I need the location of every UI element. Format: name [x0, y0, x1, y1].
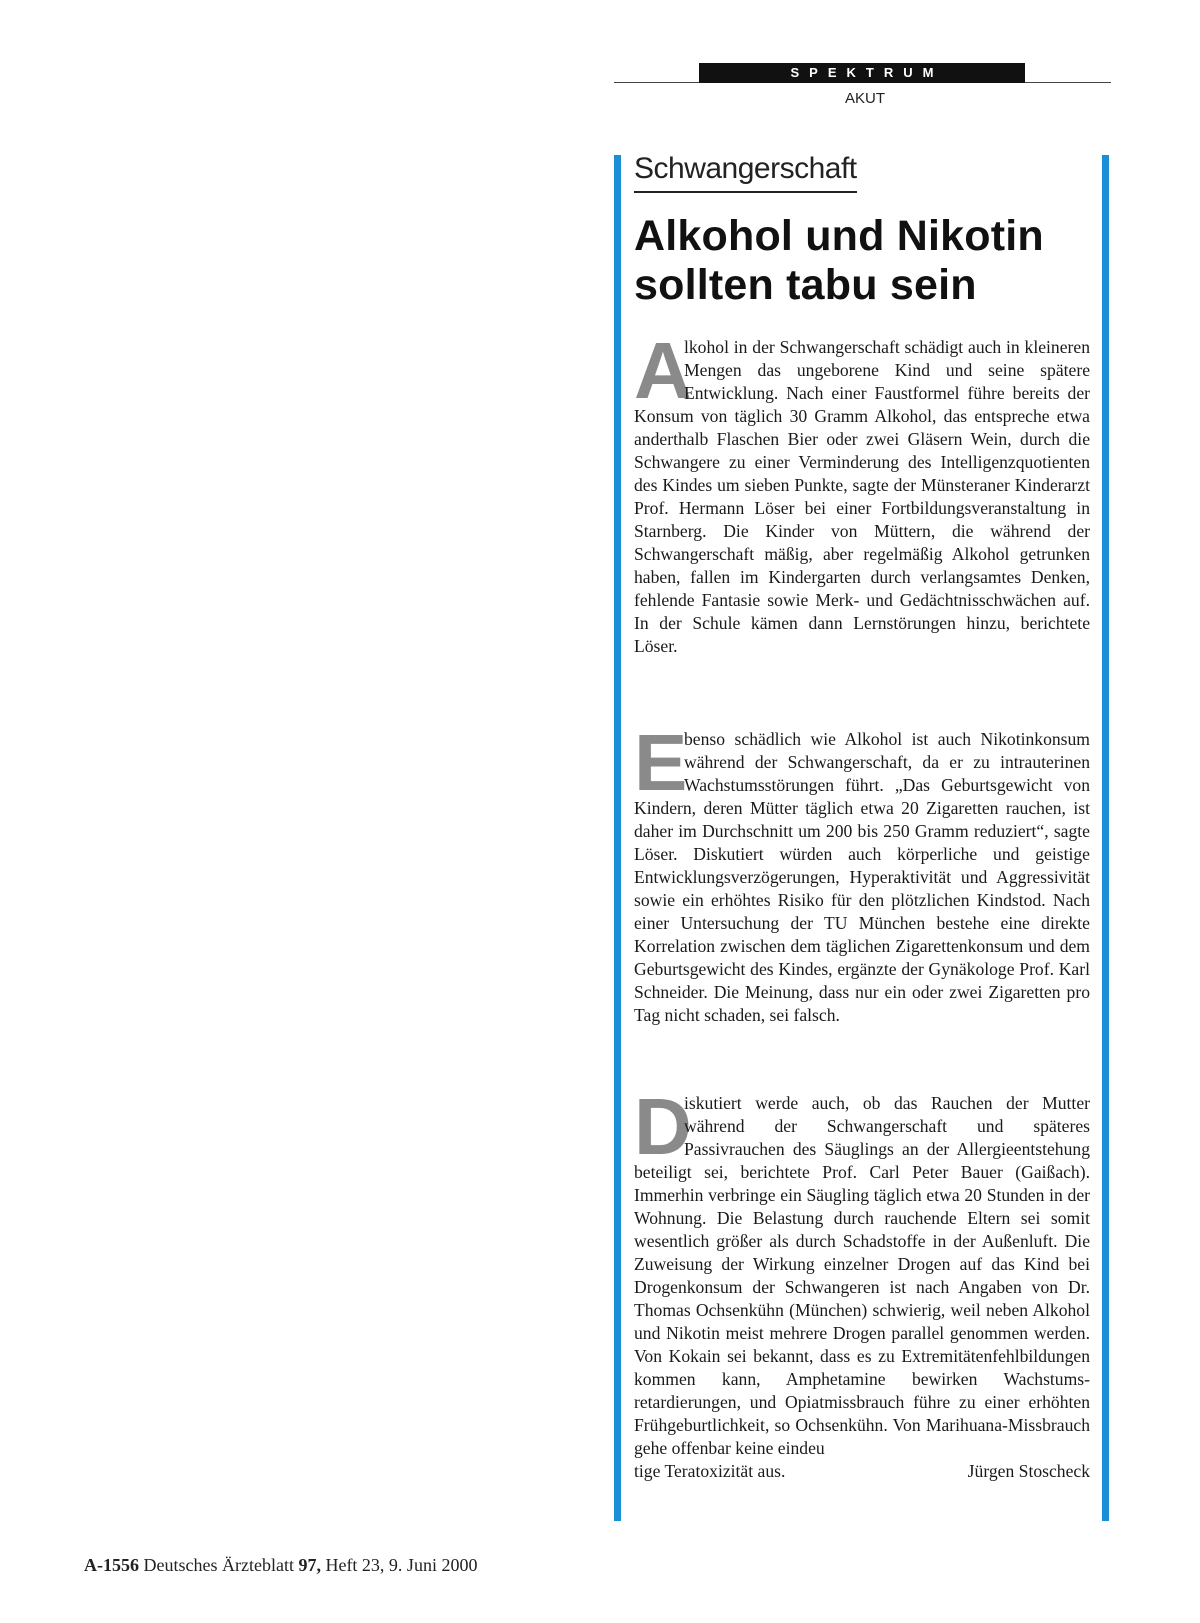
- paragraph-2: [634, 718, 1090, 1027]
- section-label: SPEKTRUM: [699, 63, 1025, 83]
- headline-line-1: Alkohol und Nikotin: [634, 212, 1044, 260]
- journal-name: Deutsches Ärzteblatt: [143, 1555, 294, 1575]
- author-signature: Jürgen Stoscheck: [967, 1461, 1090, 1481]
- accent-bar-right: [1102, 155, 1109, 1521]
- article-kicker: Schwangerschaft: [634, 150, 857, 193]
- paragraph-3: [634, 1082, 1090, 1483]
- paragraph-2-text: benso schädlich wie Alkohol ist auch Nikotinkonsum während der Schwangerschaft, da er zu intrauterinen Wachstumsstörungen führt. „Das Geburtsgewicht von Kindern, deren Mütter täglich etwa 20 Zigaretten rauchen, ist daher im Durchschnitt um 200 bis 250 Gramm reduziert“, sagte Löser. Diskutiert würden auch körperliche und geistige Entwicklungsverzögerungen, Hyperaktivität und Aggressivität sowie ein erhöhtes Risiko für den plötzlichen Kindstod. Nach einer Untersuchung der TU München bestehe eine direkte Korrelation zwischen dem täglichen Zigarettenkonsum und dem Geburtsgewicht des Kindes, ergänzte der Gynäkologe Prof. Karl Schneider. Die Meinung, dass nur ein oder zwei Zigaretten pro Tag nicht schaden, sei falsch.: [634, 729, 1090, 1025]
- accent-bar-left: [614, 155, 621, 1521]
- dropcap-2: E: [634, 718, 688, 807]
- paragraph-1-text: lkohol in der Schwangerschaft schädigt auch in kleineren Mengen das ungeborene Kind und seine spätere Entwicklung. Nach einer Faustformel führe bereits der Konsum von täglich 30 Gramm Alkohol, das entspreche etwa anderthalb Flaschen Bier oder zwei Gläsern Wein, durch die Schwangere zu einer Verminderung des Intelligenzquotienten des Kindes um sieben Punkte, sagte der Münsteraner Kinderarzt Prof. Hermann Löser bei einer Fortbildungsveranstaltung in Starnberg. Die Kinder von Müttern, die während der Schwangerschaft mäßig, aber regelmäßig Alkohol getrunken haben, fallen im Kindergarten durch verlangsamtes Denken, fehlende Fantasie sowie Merk- und Gedächtnisschwächen auf. In der Schule kämen dann Lernstörungen hinzu, berichtete Löser.: [634, 337, 1090, 656]
- paragraph-1: [634, 326, 1090, 658]
- page-number: A-1556: [84, 1555, 139, 1575]
- dropcap-1: A: [634, 326, 692, 415]
- issue-info: Heft 23, 9. Juni 2000: [325, 1555, 478, 1575]
- journal-volume: 97,: [298, 1555, 321, 1575]
- headline-line-2: sollten tabu sein: [634, 261, 977, 309]
- subsection-label: AKUT: [844, 90, 885, 107]
- article-headline: [634, 212, 1104, 310]
- paragraph-3-text: iskutiert werde auch, ob das Rauchen der Mutter während der Schwangerschaft und späteres Passivrauchen des Säuglings an der Allergieentstehung beteiligt sei, berichtete Prof. Carl Peter Bauer (Gaißach). Immerhin verbringe ein Säugling täglich etwa 20 Stunden in der Wohnung. Die Belastung durch rauchende Eltern sei somit wesentlich größer als durch Schadstoffe in der Außenluft. Die Zuweisung der Wirkung einzelner Drogen auf das Kind bei Drogenkonsum der Schwangeren ist nach Angaben von Dr. Thomas Ochsenkühn (München) schwierig, weil neben Alkohol und Nikotin meist mehrere Drogen parallel genommen werden. Von Kokain sei bekannt, dass es zu Extremitätenfehlbildungen kommen kann, Amphetamine bewirken Wachstumsretardierungen, und Opiatmissbrauch führe zu einer erhöhten Frühgeburtlichkeit, so Ochsenkühn. Von Marihuana-Missbrauch gehe offenbar keine eindeu: [634, 1093, 1090, 1458]
- paragraph-3-last-line: tige Teratoxizität aus.: [634, 1461, 786, 1481]
- dropcap-3: D: [634, 1082, 692, 1171]
- page-footer: [84, 1555, 477, 1576]
- closing-line: [634, 1460, 1090, 1483]
